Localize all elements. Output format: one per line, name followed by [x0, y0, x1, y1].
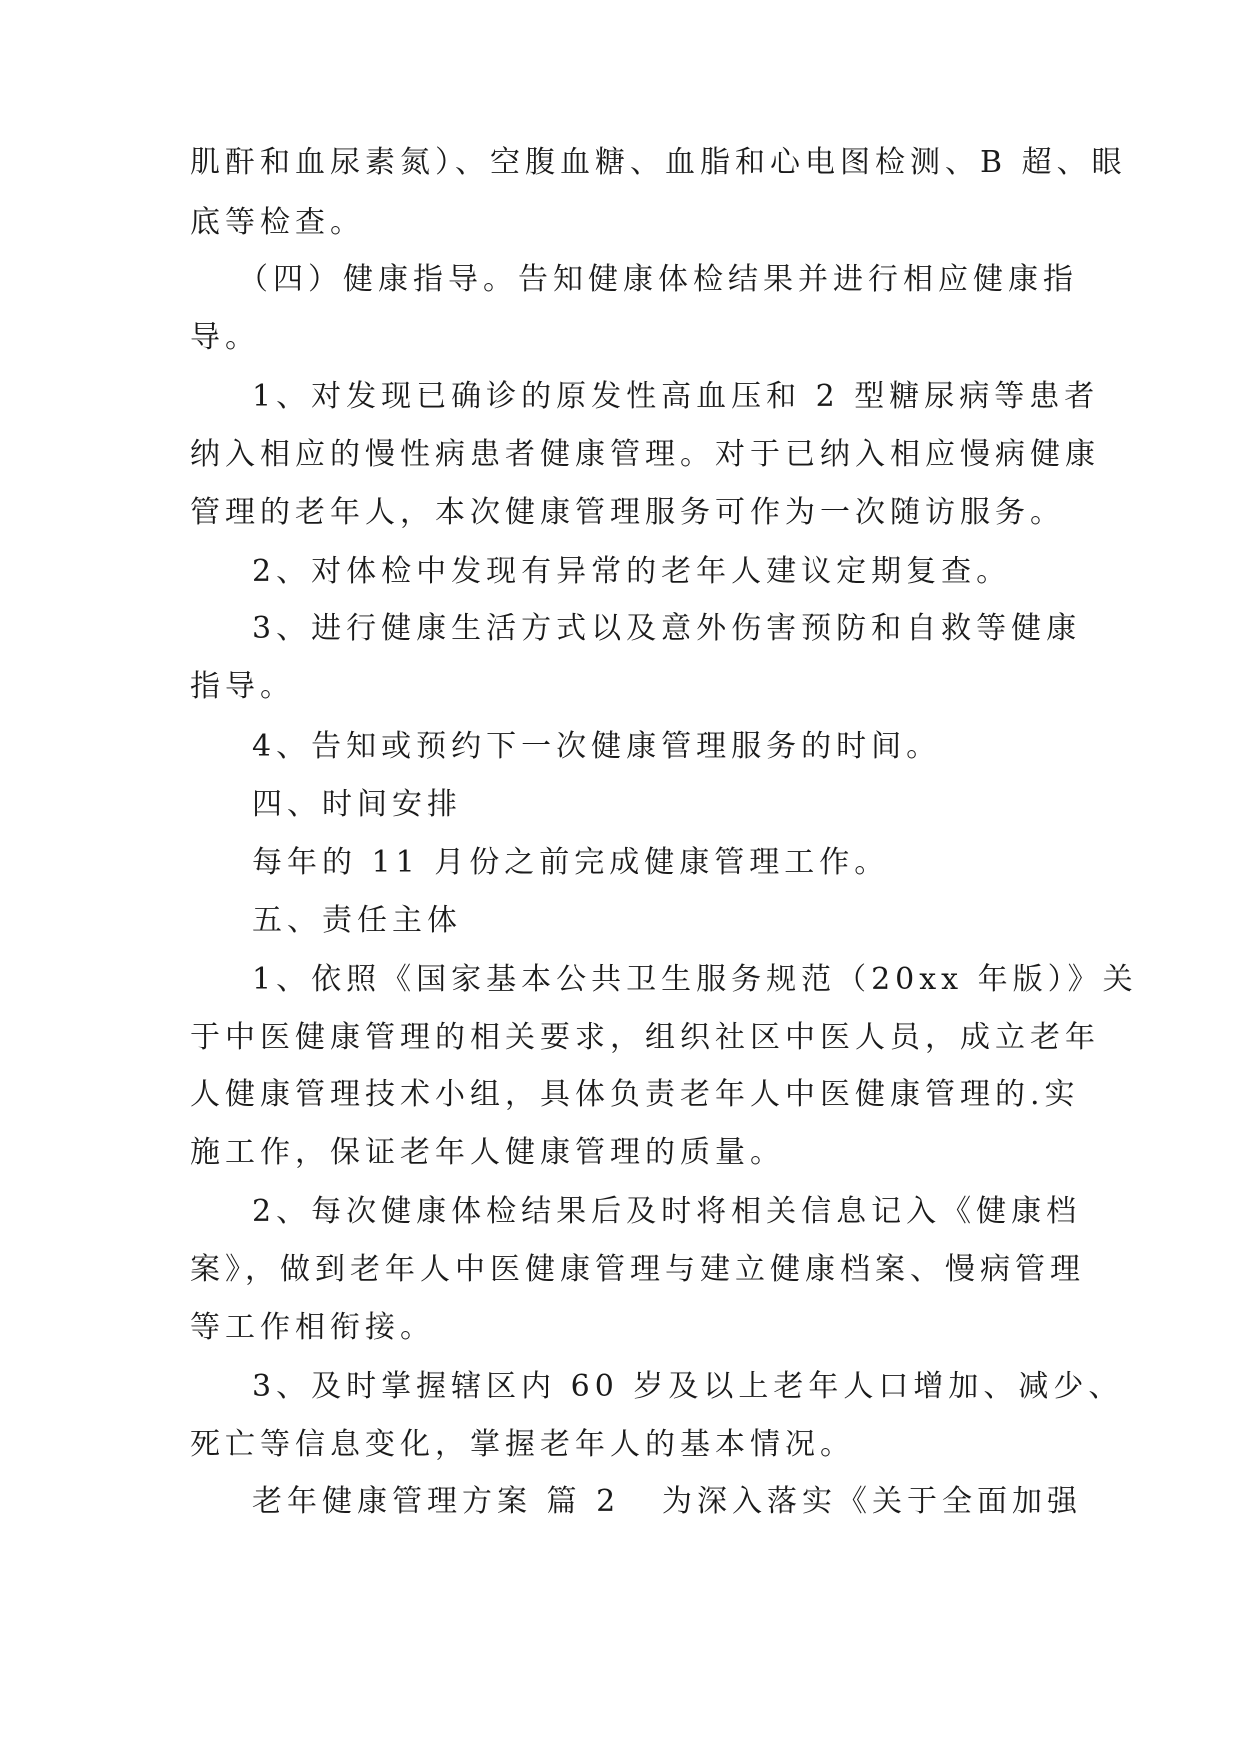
text-line: 为深入落实《关于全面加强: [662, 1484, 1082, 1519]
text-line: 导。: [190, 320, 260, 355]
text-line: 纳入相应的慢性病患者健康管理。对于已纳入相应慢病健康: [190, 437, 1100, 472]
text-line: 1、对发现已确诊的原发性高血压和 2 型糖尿病等患者: [252, 379, 1100, 414]
section-heading: 五、责任主体: [252, 903, 462, 938]
text-line: （四）健康指导。告知健康体检结果并进行相应健康指: [238, 262, 1078, 297]
text-line: 管理的老年人，本次健康管理服务可作为一次随访服务。: [190, 495, 1065, 530]
text-line: 案》，做到老年人中医健康管理与建立健康档案、慢病管理: [190, 1252, 1085, 1287]
text-line: 施工作，保证老年人健康管理的质量。: [190, 1135, 785, 1170]
text-line: 每年的 11 月份之前完成健康管理工作。: [252, 845, 890, 880]
text-line: 死亡等信息变化，掌握老年人的基本情况。: [190, 1427, 855, 1462]
text-line: 底等检查。: [190, 205, 365, 240]
text-line: 人健康管理技术小组，具体负责老年人中医健康管理的.实: [190, 1077, 1080, 1112]
text-line: 肌酐和血尿素氮）、空腹血糖、血脂和心电图检测、B 超、眼: [190, 145, 1127, 180]
text-line: 1、依照《国家基本公共卫生服务规范（20xx 年版）》关: [252, 962, 1138, 997]
text-line: 3、进行健康生活方式以及意外伤害预防和自救等健康: [252, 611, 1082, 646]
text-line: 于中医健康管理的相关要求，组织社区中医人员，成立老年: [190, 1020, 1100, 1055]
text-line: 4、告知或预约下一次健康管理服务的时间。: [252, 729, 942, 764]
text-line: 2、对体检中发现有异常的老年人建议定期复查。: [252, 554, 1012, 589]
text-line: 指导。: [190, 669, 295, 704]
text-line: 3、及时掌握辖区内 60 岁及以上老年人口增加、减少、: [252, 1369, 1124, 1404]
section-heading: 四、时间安排: [252, 787, 462, 822]
text-line: 2、每次健康体检结果后及时将相关信息记入《健康档: [252, 1194, 1082, 1229]
text-line: 等工作相衔接。: [190, 1310, 435, 1345]
article-title: 老年健康管理方案 篇 2: [252, 1484, 621, 1519]
